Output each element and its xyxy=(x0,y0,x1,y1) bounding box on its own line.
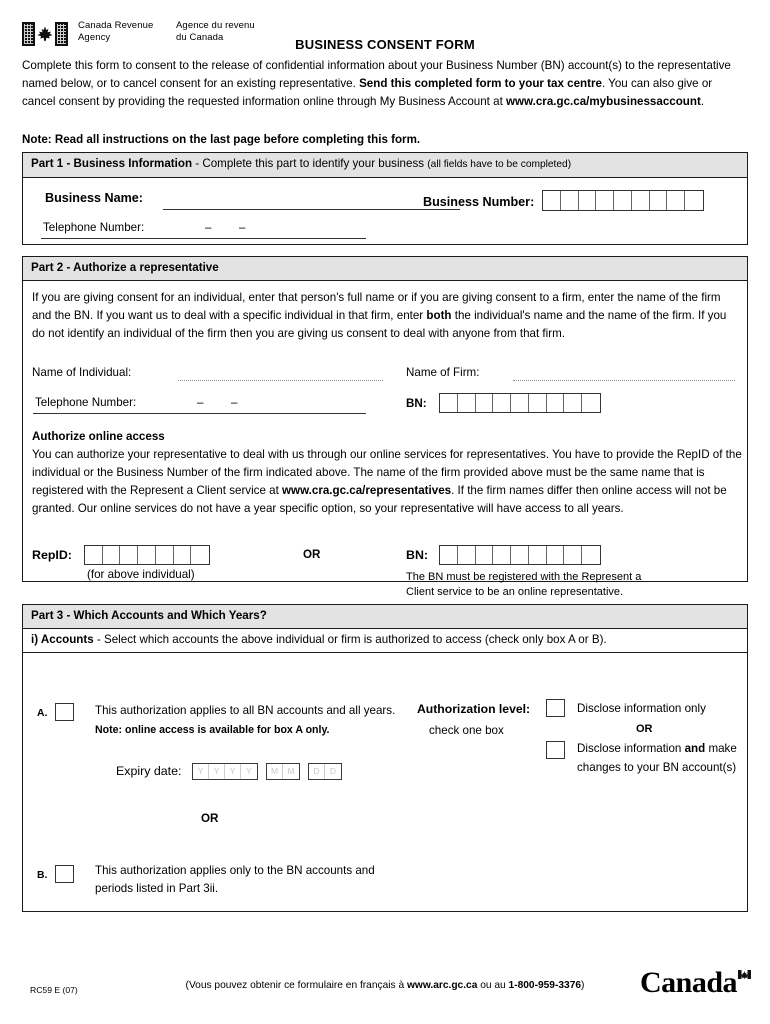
part-2-para-text-2: the individual's name and the name of the firm. If you do not identify an individual of the firm then you are giving us consent to deal with anyone from that firm. xyxy=(32,309,727,340)
french-note-pre: (Vous pouvez obtenir ce formulaire en français à xyxy=(185,980,407,991)
part-2-intro-paragraph xyxy=(32,289,740,343)
rep-telephone-label: Telephone Number: xyxy=(35,396,137,409)
expiry-day-boxes[interactable] xyxy=(308,763,342,780)
intro-text-2: . You can also give or cancel consent by providing the requested information online through My Business Account at xyxy=(22,77,713,108)
option-b-text-line2: periods listed in Part 3ii. xyxy=(95,882,219,895)
instructions-note: Note: Read all instructions on the last page before completing this form. xyxy=(22,133,421,146)
part-3-title: Part 3 - Which Accounts and Which Years? xyxy=(31,609,267,622)
intro-text-1: Complete this form to consent to the release of confidential information about your Business Number (BN) account(s) to the representative named below, or to cancel consent for an existing representative. xyxy=(22,59,731,90)
part-1-section xyxy=(22,152,748,245)
online-bn-label: BN: xyxy=(406,548,429,562)
business-number-input[interactable] xyxy=(542,190,704,211)
option-b-checkbox[interactable] xyxy=(55,865,74,883)
page-header xyxy=(22,20,748,54)
online-bn-note-line1: The BN must be registered with the Represent a xyxy=(406,571,642,583)
part-3-accounts-subheader xyxy=(23,629,747,653)
online-bn-note-line2: Client service to be an online representative. xyxy=(406,586,624,598)
part-2-title: Part 2 - Authorize a representative xyxy=(31,261,219,274)
auth-disclose-only-checkbox[interactable] xyxy=(546,699,565,717)
part-2-para-text-1: If you are giving consent for an individual, enter that person's full name or if you are giving consent to a firm, enter the name of the firm and the BN. If you want us to deal with a specific individual in that firm, enter xyxy=(32,291,721,322)
accounts-label: Accounts xyxy=(40,633,94,646)
business-telephone-label: Telephone Number: xyxy=(43,221,145,234)
expiry-year-cell[interactable]: Y xyxy=(225,764,241,779)
agency-name-en-line2: Agency xyxy=(78,31,111,43)
option-b-letter: B. xyxy=(37,870,48,881)
intro-text-3: . xyxy=(700,95,705,108)
page-title: BUSINESS CONSENT FORM xyxy=(295,37,475,52)
repid-sublabel: (for above individual) xyxy=(87,568,195,581)
telephone-dash-2: – xyxy=(239,221,246,234)
name-of-firm-label: Name of Firm: xyxy=(406,366,480,379)
part-1-subtitle: - Complete this part to identify your business xyxy=(192,157,428,170)
french-note-post: ) xyxy=(581,980,585,991)
rep-telephone-input[interactable] xyxy=(33,413,366,414)
expiry-day-cell[interactable]: D xyxy=(309,764,325,779)
expiry-day-cell[interactable]: D xyxy=(329,766,337,776)
part-3-header xyxy=(23,605,747,629)
name-of-individual-input[interactable] xyxy=(178,380,383,381)
auth-options-or-separator: OR xyxy=(636,723,653,735)
online-bold-url: www.cra.gc.ca/representatives xyxy=(282,484,452,497)
french-note-url: www.arc.gc.ca xyxy=(406,980,478,991)
auth-disclose-and-change-checkbox[interactable] xyxy=(546,741,565,759)
authorize-online-access-heading: Authorize online access xyxy=(32,430,165,443)
option-b-text-line1: This authorization applies only to the BN accounts and xyxy=(95,864,375,877)
auth-option-2-bold: and xyxy=(684,742,706,755)
firm-bn-label: BN: xyxy=(406,397,427,410)
accounts-roman-numeral: i) xyxy=(31,633,41,646)
business-name-input[interactable] xyxy=(163,209,460,210)
option-a-note: Note: online access is available for box A only. xyxy=(95,724,330,736)
part-1-hint: (all fields have to be completed) xyxy=(427,159,572,170)
rep-telephone-dash-2: – xyxy=(231,396,238,409)
repid-label: RepID: xyxy=(32,548,72,562)
expiry-month-boxes[interactable] xyxy=(266,763,300,780)
expiry-month-cell[interactable]: M xyxy=(267,764,283,779)
online-text-2: . If the firm names differ then online access will not be granted. Our online services do not have a year specific option, so your representative will have access to all years. xyxy=(32,484,727,515)
authorization-level-label: Authorization level: xyxy=(417,702,531,716)
business-number-label: Business Number: xyxy=(423,195,535,209)
canada-wordmark-text-tail: a xyxy=(722,966,738,999)
intro-bold-tax-centre: Send this completed form to your tax centre xyxy=(359,77,602,90)
part-3-body xyxy=(23,653,747,911)
rep-telephone-dash-1: – xyxy=(197,396,204,409)
repid-input[interactable] xyxy=(84,545,210,565)
expiry-year-cell[interactable]: Y xyxy=(193,764,209,779)
business-name-label: Business Name: xyxy=(45,191,143,205)
option-a-letter: A. xyxy=(37,708,48,719)
option-a-text xyxy=(95,701,405,740)
repid-or-bn-separator: OR xyxy=(303,548,321,561)
part-1-header xyxy=(23,153,747,178)
authorize-online-access-paragraph xyxy=(32,446,742,518)
expiry-date-label: Expiry date: xyxy=(116,764,182,778)
agency-name-fr-line2: du Canada xyxy=(176,31,224,43)
expiry-year-cell[interactable]: Y xyxy=(246,766,252,776)
auth-disclose-and-change-label xyxy=(577,739,742,777)
online-text-1: You can authorize your representative to deal with us through our online services for representatives. You have to provide the RepID of the individual or the Business Number of the firm indicated above. The name of the firm provided above must be the same name that is registered with the Represent a Client service at xyxy=(32,448,742,497)
part-1-title: Part 1 - Business Information xyxy=(31,157,193,170)
agency-name-en-line1: Canada Revenue xyxy=(78,20,154,31)
canada-wordmark-flag-icon xyxy=(738,953,751,962)
expiry-month-cell[interactable]: M xyxy=(287,766,295,776)
part-2-body xyxy=(23,281,747,598)
name-of-firm-input[interactable] xyxy=(513,380,735,381)
expiry-year-boxes[interactable] xyxy=(192,763,258,780)
intro-paragraph xyxy=(22,57,748,111)
part-2-header xyxy=(23,257,747,281)
name-of-individual-label: Name of Individual: xyxy=(32,366,132,379)
expiry-date-input[interactable] xyxy=(192,763,342,780)
online-bn-input[interactable] xyxy=(439,545,601,565)
french-note-phone: 1-800-959-3376 xyxy=(508,980,582,991)
canada-wordmark-text: Canad xyxy=(640,966,723,999)
option-a-or-b-separator: OR xyxy=(201,812,219,825)
canada-wordmark xyxy=(640,966,751,1000)
agency-name-fr-line1: Agence du revenu xyxy=(176,20,255,31)
part-2-section xyxy=(22,256,748,598)
option-a-checkbox[interactable] xyxy=(55,703,74,721)
auth-option-2-pre: Disclose information xyxy=(577,742,685,755)
part-3-section xyxy=(22,604,748,912)
accounts-instruction: - Select which accounts the above individual or firm is authorized to access (check only box A or B). xyxy=(93,633,607,646)
part-2-para-bold-both: both xyxy=(426,309,452,322)
form-code: RC59 E (07) xyxy=(30,985,78,995)
authorization-level-sublabel: check one box xyxy=(429,724,504,737)
auth-option-2-post: make changes to your BN account(s) xyxy=(577,742,737,774)
telephone-dash-1: – xyxy=(205,221,212,234)
part-1-body xyxy=(23,178,747,246)
option-a-description: This authorization applies to all BN accounts and all years. xyxy=(95,704,396,717)
french-note-mid: ou au xyxy=(477,980,509,991)
firm-bn-input[interactable] xyxy=(439,393,601,413)
expiry-year-cell[interactable]: Y xyxy=(209,764,225,779)
auth-disclose-only-label: Disclose information only xyxy=(577,702,706,715)
business-telephone-input[interactable] xyxy=(41,238,366,239)
intro-bold-url: www.cra.gc.ca/mybusinessaccount xyxy=(506,95,701,108)
